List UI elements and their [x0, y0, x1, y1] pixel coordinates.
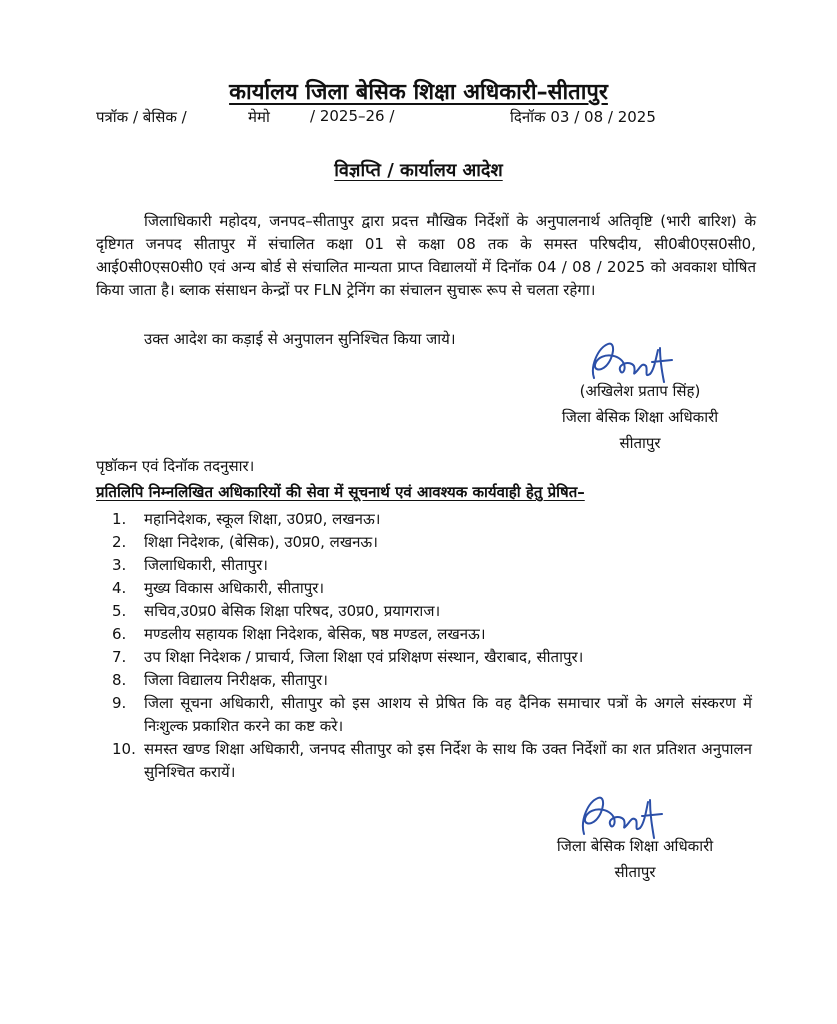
session-label: / 2025–26 /	[310, 107, 395, 125]
order-subject-text: विज्ञप्ति / कार्यालय आदेश	[334, 160, 503, 181]
footer-signatory-designation: जिला बेसिक शिक्षा अधिकारी	[556, 837, 714, 855]
copy-heading: प्रतिलिपि निम्नलिखित अधिकारियों की सेवा में सूचनार्थ एवं आवश्यक कार्यवाही हेतु प्रेषित–	[96, 483, 585, 501]
date-label: दिनॉक 03 / 08 / 2025	[510, 108, 656, 126]
list-item: 3. जिलाधिकारी, सीतापुर।	[112, 556, 268, 574]
list-item: 9. जिला सूचना अधिकारी, सीतापुर को इस आशय से प्रेषित कि वह दैनिक समाचार पत्रों के अगले संस्करण में निःशुल्क प्रकाशित करने का कष्ट करे।	[112, 694, 752, 735]
list-item: 7. उप शिक्षा निदेशक / प्राचार्य, जिला शिक्षा एवं प्रशिक्षण संस्थान, खैराबाद, सीतापुर।	[112, 648, 584, 666]
list-item: 8. जिला विद्यालय निरीक्षक, सीतापुर।	[112, 671, 328, 689]
signatory-place: सीतापुर	[619, 434, 661, 452]
endorsement-line: पृष्ठॉकन एवं दिनॉक तदनुसार।	[96, 457, 255, 475]
list-item: 4. मुख्य विकास अधिकारी, सीतापुर।	[112, 579, 325, 597]
recipient-list	[112, 508, 752, 784]
order-paragraph: जिलाधिकारी महोदय, जनपद–सीतापुर द्वारा प्रदत्त मौखिक निर्देशों के अनुपालनार्थ अतिवृष्टि (भारी बारिश) के दृष्टिगत जनपद सीतापुर में संचालित कक्षा 01 से कक्षा 08 तक के समस्त परिषदीय, सी0बी0एस0सी0, आई0सी0एस0सी0 एवं अन्य बोर्ड से संचालित मान्यता प्राप्त विद्यालयों में दिनॉक 04 / 08 / 2025 को अवकाश घोषित किया जाता है। ब्लाक संसाधन केन्द्रों पर FLN ट्रेनिंग का संचालन सुचारू रूप से चलता रहेगा।	[96, 212, 756, 299]
office-title-text: कार्यालय जिला बेसिक शिक्षा अधिकारी–सीतापुर	[229, 80, 608, 105]
memo-label: मेमो	[248, 108, 270, 126]
compliance-line: उक्त आदेश का कड़ाई से अनुपालन सुनिश्चित किया जाये।	[144, 330, 456, 348]
signatory-name: (अखिलेश प्रताप सिंह)	[579, 382, 701, 400]
list-item: 2. शिक्षा निदेशक, (बेसिक), उ0प्र0, लखनऊ।	[112, 533, 378, 551]
order-subject	[0, 158, 837, 182]
signatory-block	[540, 378, 740, 456]
list-item: 6. मण्डलीय सहायक शिक्षा निदेशक, बेसिक, षष्ठ मण्डल, लखनऊ।	[112, 625, 486, 643]
list-item: 10. समस्त खण्ड शिक्षा अधिकारी, जनपद सीतापुर को इस निर्देश के साथ कि उक्त निर्देशों का शत प्रतिशत अनुपालन सुनिश्चित करायें।	[112, 740, 752, 781]
list-item: 1. महानिदेशक, स्कूल शिक्षा, उ0प्र0, लखनऊ।	[112, 510, 381, 528]
signatory-designation: जिला बेसिक शिक्षा अधिकारी	[561, 408, 719, 426]
footer-signatory-block	[520, 833, 750, 885]
office-title	[0, 76, 837, 106]
list-item: 5. सचिव,उ0प्र0 बेसिक शिक्षा परिषद, उ0प्र0, प्रयागराज।	[112, 602, 441, 620]
footer-signatory-place: सीतापुर	[614, 863, 656, 881]
reference-label: पत्रॉक / बेसिक /	[96, 108, 187, 126]
